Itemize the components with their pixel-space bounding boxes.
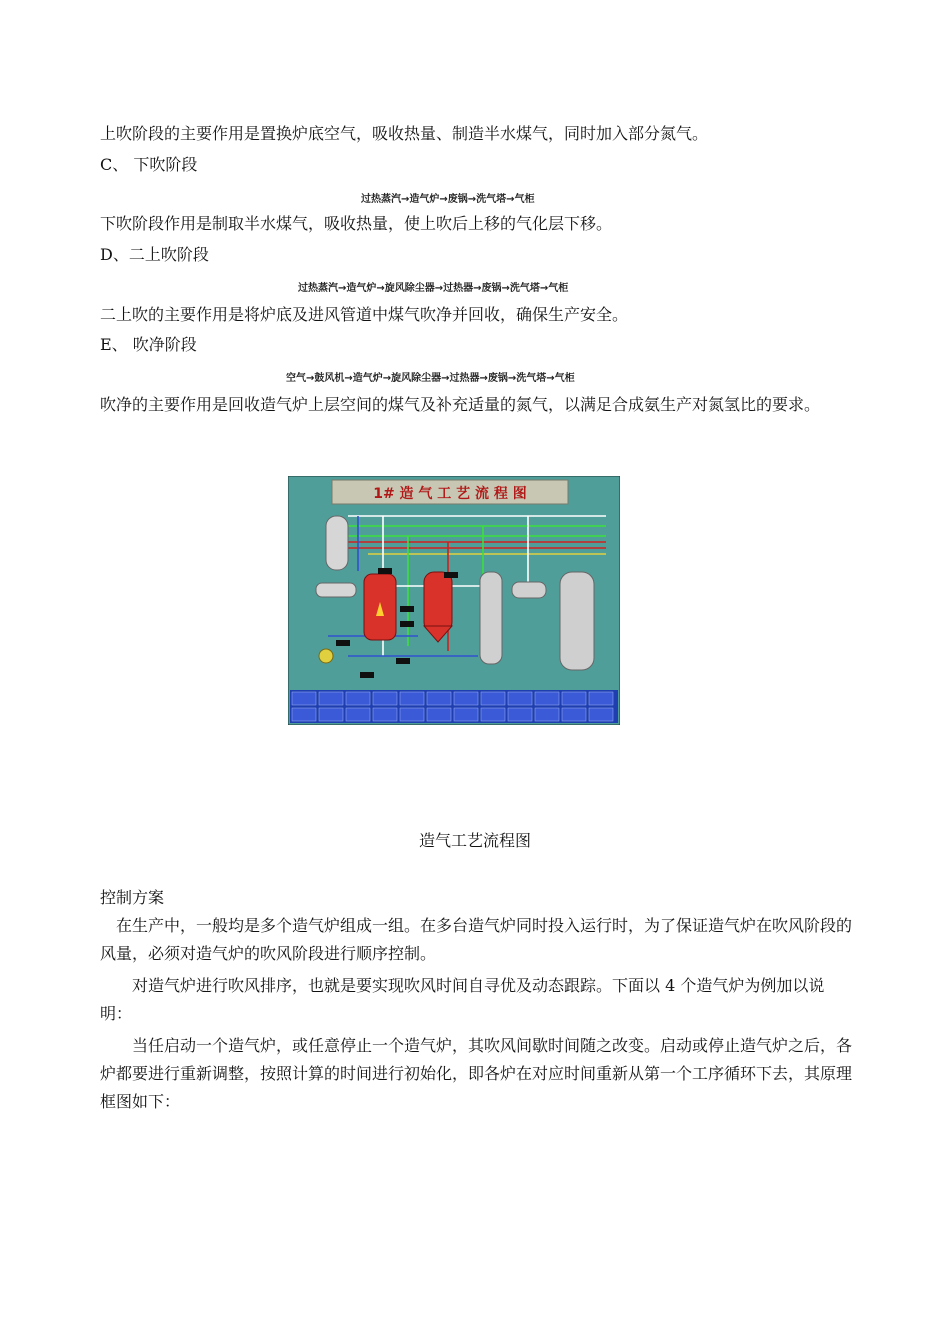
flow-purge: 空气→鼓风机→造气炉→旋风除尘器→过热器→废锅→洗气塔→气柜: [286, 373, 575, 384]
paragraph-control-1: 在生产中，一般均是多个造气炉组成一组。在多台造气炉同时投入运行时，为了保证造气炉在吹风阶段的风量，必须对造气炉的吹风阶段进行顺序控制。: [100, 916, 853, 963]
heading-downblow: C、 下吹阶段: [100, 155, 198, 174]
paragraph-control-2: 对造气炉进行吹风排序，也就是要实现吹风时间自寻优及动态跟踪。下面以 4 个造气炉为例加以说明：: [100, 976, 825, 1023]
process-flow-diagram: [288, 476, 620, 725]
heading-second-upblow: D、二上吹阶段: [100, 245, 209, 264]
text-downblow-purpose: 下吹阶段作用是制取半水煤气，吸收热量，使上吹后上移的气化层下移。: [100, 214, 613, 233]
figure-caption: 造气工艺流程图: [418, 831, 531, 850]
text-purge-purpose: 吹净的主要作用是回收造气炉上层空间的煤气及补充适量的氮气，以满足合成氨生产对氮氢比的要求。: [100, 395, 821, 414]
paragraph-control-3: 当任启动一个造气炉，或任意停止一个造气炉，其吹风间歇时间随之改变。启动或停止造气炉之后，各炉都要进行重新调整，按照计算的时间进行初始化，即各炉在对应时间重新从第一个工序循环下去，其原理框图如下：: [100, 1036, 853, 1111]
flow-second-upblow: 过热蒸汽→造气炉→旋风除尘器→过热器→废锅→洗气塔→气柜: [298, 283, 569, 294]
text-second-upblow-purpose: 二上吹的主要作用是将炉底及进风管道中煤气吹净并回收，确保生产安全。: [100, 305, 629, 324]
heading-purge: E、 吹净阶段: [100, 335, 197, 354]
text-upblow-purpose: 上吹阶段的主要作用是置换炉底空气，吸收热量、制造半水煤气，同时加入部分氮气。: [100, 124, 709, 143]
diagram-title: 1# 造 气 工 艺 流 程 图: [373, 486, 527, 502]
flow-downblow: 过热蒸汽→造气炉→废锅→洗气塔→气柜: [361, 194, 535, 205]
heading-control-scheme: 控制方案: [100, 888, 165, 907]
